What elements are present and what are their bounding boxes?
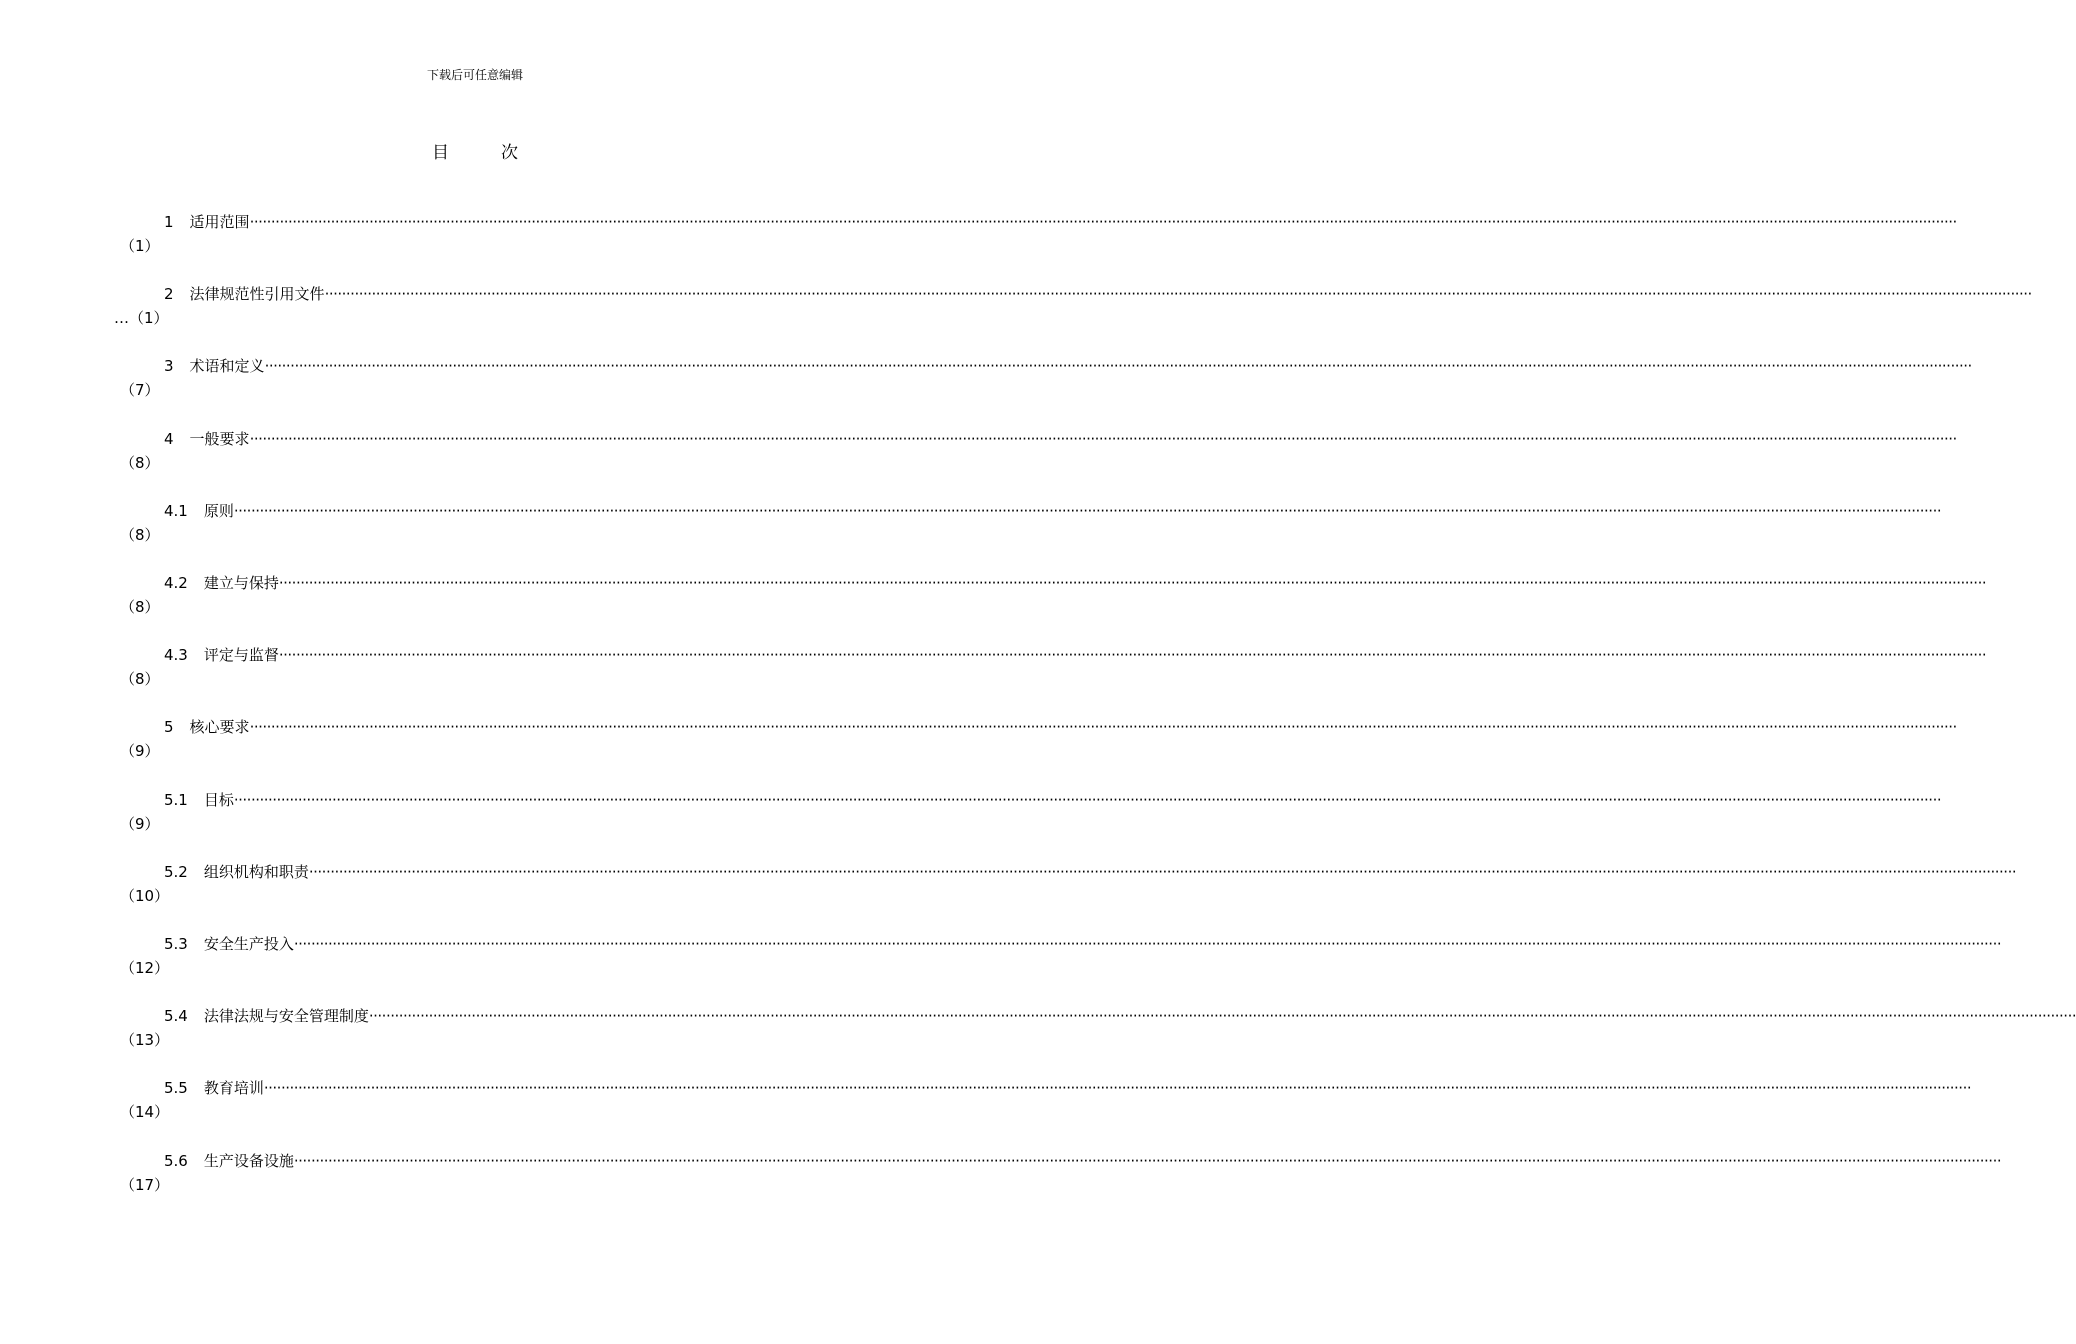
toc-page-number bbox=[120, 379, 160, 401]
toc-section-number: 4.1 bbox=[164, 501, 188, 520]
page-header: 下载后可任意编辑 bbox=[426, 68, 523, 82]
toc-section-number: 4.3 bbox=[164, 646, 188, 665]
toc-page-ref: （1） bbox=[120, 237, 160, 255]
toc-page-ref: （7） bbox=[120, 381, 160, 400]
toc-entry-heading bbox=[164, 428, 1957, 450]
toc-section-number: 5.6 bbox=[164, 1151, 188, 1170]
toc-page-number bbox=[120, 740, 160, 762]
toc-page-ref: （14） bbox=[120, 1103, 170, 1122]
toc-section-number: 5.3 bbox=[164, 935, 188, 953]
title-right: 次 bbox=[501, 143, 518, 163]
toc-entry[interactable] bbox=[0, 1005, 2076, 1055]
toc-page-ref: （12） bbox=[120, 959, 170, 977]
toc-page-number bbox=[120, 885, 169, 907]
toc-entry[interactable] bbox=[0, 211, 1957, 261]
toc-entry[interactable] bbox=[0, 1150, 2002, 1200]
toc-page-number bbox=[120, 813, 160, 835]
toc-entry-heading bbox=[164, 861, 2017, 883]
toc-entry-heading bbox=[164, 933, 2002, 955]
toc-page-number bbox=[120, 668, 160, 690]
toc-section-number: 2 bbox=[164, 285, 174, 304]
toc-dot-leader: ················································································································································································································································································································································································································ bbox=[293, 935, 2002, 953]
toc-section-title: 适用范围 bbox=[189, 213, 250, 231]
toc-entry-heading bbox=[164, 211, 1957, 233]
toc-section-number: 5.4 bbox=[164, 1007, 188, 1026]
toc-dot-leader: ················································································································································································································································································································································································································ bbox=[264, 357, 1972, 376]
toc-entry[interactable] bbox=[0, 644, 1987, 694]
toc-page-number bbox=[120, 957, 169, 979]
toc-section-number: 5.1 bbox=[164, 790, 188, 809]
toc-section-title: 术语和定义 bbox=[189, 357, 265, 376]
toc-entry[interactable] bbox=[0, 355, 1972, 405]
toc-page-ref: （8） bbox=[120, 670, 160, 689]
toc-entry-heading bbox=[164, 355, 1972, 377]
toc-dot-leader: ················································································································································································································································································································································································································ bbox=[249, 718, 1957, 737]
toc-page-ref: （8） bbox=[120, 453, 160, 472]
toc-dot-leader: ················································································································································································································································································································································································································ bbox=[308, 862, 2017, 881]
toc-section-number: 4.2 bbox=[164, 574, 188, 592]
toc-dot-leader: ················································································································································································································································································································································································································ bbox=[278, 646, 1987, 665]
toc-entry-heading bbox=[164, 1150, 2002, 1172]
toc-section-title: 一般要求 bbox=[189, 429, 250, 448]
toc-section-number: 5 bbox=[164, 718, 174, 737]
toc-dot-leader: ················································································································································································································································································································································································································ bbox=[263, 1079, 1972, 1098]
toc-entry[interactable] bbox=[0, 789, 1942, 839]
toc-page-number bbox=[120, 452, 160, 474]
toc-dot-leader: ················································································································································································································································································································································································································ bbox=[249, 429, 1957, 448]
toc-entry-heading bbox=[164, 500, 1942, 522]
toc-section-title: 法律规范性引用文件 bbox=[189, 285, 325, 304]
toc-section-number: 1 bbox=[164, 213, 174, 231]
toc-entry[interactable] bbox=[0, 716, 1957, 766]
toc-section-number: 3 bbox=[164, 357, 174, 376]
toc-section-title: 核心要求 bbox=[189, 718, 250, 737]
toc-page-ref: （13） bbox=[120, 1031, 170, 1050]
toc-dot-leader: ················································································································································································································································································································································································································ bbox=[368, 1007, 2076, 1026]
toc-page-number bbox=[114, 307, 169, 329]
toc-entry[interactable] bbox=[0, 861, 2017, 911]
toc-page-ref: （9） bbox=[120, 742, 160, 761]
toc-page-ref: （17） bbox=[120, 1175, 170, 1194]
toc-page-ref: （10） bbox=[120, 886, 170, 905]
toc-page-number bbox=[120, 1174, 169, 1196]
toc-entry-heading bbox=[164, 572, 1987, 594]
toc-section-title: 组织机构和职责 bbox=[203, 862, 309, 881]
toc-page-number bbox=[120, 596, 160, 618]
toc-entry-heading bbox=[164, 283, 2032, 305]
toc-dot-leader: ················································································································································································································································································································································································································ bbox=[324, 285, 2032, 304]
toc-dot-leader: ················································································································································································································································································································································································································ bbox=[249, 213, 1957, 231]
toc-entry-heading bbox=[164, 1005, 2076, 1027]
toc-section-title: 法律法规与安全管理制度 bbox=[203, 1007, 369, 1026]
toc-entry[interactable] bbox=[0, 572, 1987, 622]
toc-section-title: 教育培训 bbox=[203, 1079, 264, 1098]
toc-page-ref: （1） bbox=[129, 309, 169, 328]
page-title bbox=[0, 138, 950, 163]
toc-section-title: 生产设备设施 bbox=[203, 1151, 294, 1170]
toc-dot-leader: ················································································································································································································································································································································································································ bbox=[293, 1151, 2002, 1170]
toc-entry-heading bbox=[164, 1077, 1972, 1099]
toc-page-number bbox=[120, 524, 160, 546]
toc-section-title: 建立与保持 bbox=[203, 574, 279, 592]
title-left: 目 bbox=[432, 143, 449, 163]
toc-section-number: 5.5 bbox=[164, 1079, 188, 1098]
toc-section-number: 5.2 bbox=[164, 862, 188, 881]
toc-entry[interactable] bbox=[0, 933, 2002, 983]
toc-entry[interactable] bbox=[0, 1077, 1972, 1127]
toc-dot-leader: ················································································································································································································································································································································································································ bbox=[278, 574, 1987, 592]
toc-section-title: 安全生产投入 bbox=[203, 935, 294, 953]
toc-section-title: 原则 bbox=[203, 501, 234, 520]
toc-entry-heading bbox=[164, 789, 1942, 811]
toc-page-ref: （8） bbox=[120, 598, 160, 616]
toc-entry-heading bbox=[164, 716, 1957, 738]
toc-dot-leader: ················································································································································································································································································································································································································ bbox=[233, 790, 1942, 809]
toc-page-number bbox=[120, 1029, 169, 1051]
toc-leader-continuation: … bbox=[114, 309, 129, 328]
toc-section-title: 评定与监督 bbox=[203, 646, 279, 665]
toc-dot-leader: ················································································································································································································································································································································································································ bbox=[233, 501, 1942, 520]
toc-page-ref: （8） bbox=[120, 525, 160, 544]
toc-entry[interactable] bbox=[0, 283, 2032, 333]
toc-page-number bbox=[120, 1101, 169, 1123]
toc-section-number: 4 bbox=[164, 429, 174, 448]
toc-entry[interactable] bbox=[0, 428, 1957, 478]
toc-page-number bbox=[120, 235, 160, 257]
toc-entry-heading bbox=[164, 644, 1987, 666]
toc-page-ref: （9） bbox=[120, 814, 160, 833]
toc-entry[interactable] bbox=[0, 500, 1942, 550]
toc-section-title: 目标 bbox=[203, 790, 234, 809]
